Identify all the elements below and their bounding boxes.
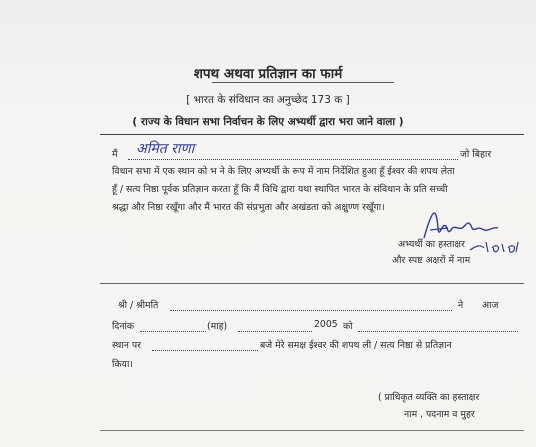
date-line — [140, 331, 206, 332]
oath-suffix: जो बिहार — [460, 149, 492, 160]
time-text: बजे मेरे समक्ष ईश्वर की शपथ ली / सत्य निष्ठा से प्रतिज्ञान — [260, 340, 452, 351]
date-label: दिनांक — [112, 321, 135, 332]
place-line — [152, 350, 258, 351]
form-title: शपथ अथवा प्रतिज्ञान का फार्म — [193, 66, 343, 82]
ko-text: को — [343, 321, 353, 332]
candidate-name-handwritten: अमित राणा — [136, 141, 195, 157]
authority-name-label: नाम , पदनाम व मुहर — [404, 409, 475, 420]
month-label: (माह) — [207, 321, 228, 332]
month-line — [238, 331, 312, 332]
form-subtitle-2: ( राज्य के विधान सभा निर्वाचन के लिए अभ्यर्थी द्वारा भरा जाने वाला ) — [132, 116, 404, 128]
middle-divider — [100, 283, 524, 284]
authority-signature-label: ( प्राधिकृत व्यक्ति का हस्ताक्षर — [378, 392, 480, 403]
bottom-divider — [100, 430, 524, 431]
candidate-name-label: और स्पष्ट अक्षरों में नाम — [392, 255, 471, 266]
candidate-signature-label: अभ्यर्थी का हस्ताक्षर — [398, 239, 465, 250]
name-prefix: श्री / श्रीमति — [118, 300, 159, 311]
oath-prefix: मैं — [112, 149, 118, 160]
oath-line-3: हूँ / सत्य निष्ठा पूर्वक प्रतिज्ञान करता हूँ कि मैं विधि द्वारा यथा स्थापित भारत के संविधान के प्रति सच्ची — [112, 184, 448, 195]
name-line — [128, 159, 458, 160]
aaj-text: आज — [482, 300, 499, 311]
oath-line-2: विधान सभा में एक स्थान को भ ने के लिए अभ्यर्थी के रूप में नाम निर्देशित हुआ हूँ ईश्वर की शपथ लेता — [112, 166, 455, 177]
form-subtitle: [ भारत के संविधान का अनुच्छेद 173 क ] — [186, 94, 350, 106]
end-text: किया। — [112, 359, 133, 370]
place-label: स्थान पर — [112, 340, 141, 351]
title-underline — [212, 82, 394, 83]
oath-line-4: श्रद्धा और निष्ठा रखूँगा और मैं भारत की संप्रभुता और अखंडता को अक्षुण्ण रखूँगा। — [112, 202, 385, 213]
ne-text: ने — [458, 300, 464, 311]
year-text: 2005 — [314, 319, 338, 330]
ko-line — [358, 331, 518, 332]
person-name-line — [170, 310, 452, 311]
top-divider — [100, 134, 524, 135]
